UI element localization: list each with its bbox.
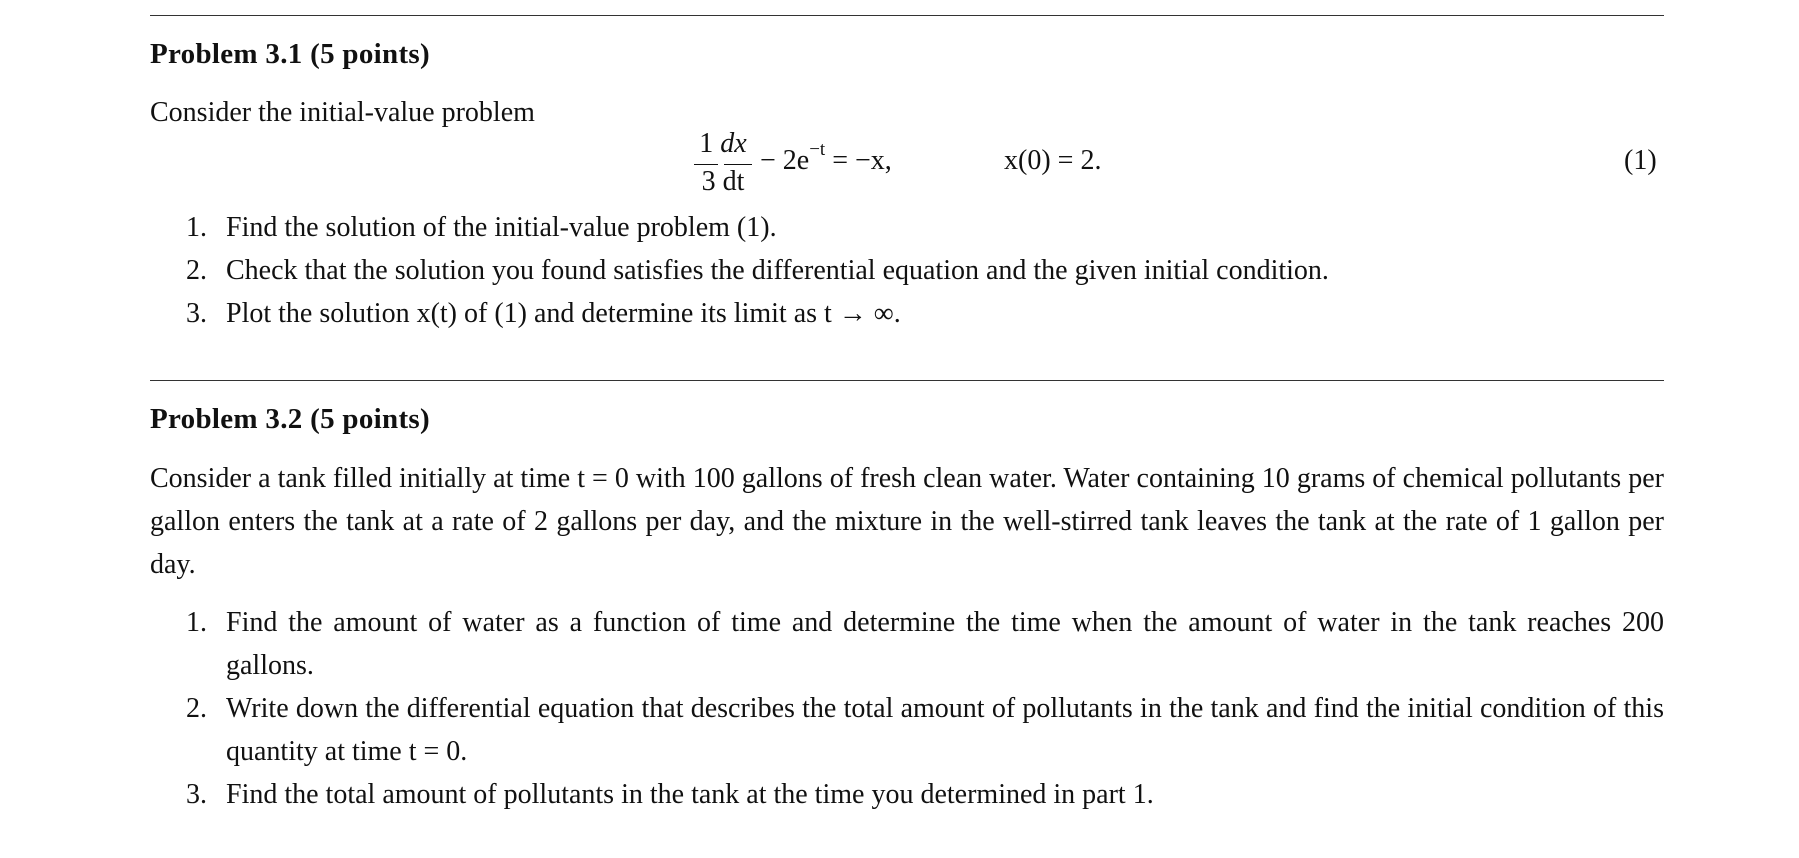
- problem-1-intro: Consider the initial-value problem: [150, 97, 535, 128]
- list-item-number: 1.: [186, 607, 207, 638]
- numerator-coefficient: 1: [699, 128, 714, 159]
- fraction-numerator: [694, 128, 752, 160]
- list-item-text: Plot the solution x(t) of (1) and determine its limit as t → ∞.: [226, 298, 901, 329]
- list-item-text: Write down the differential equation that describes the total amount of pollutants in the tank and find the initial condition of this quantity at time t = 0.: [226, 693, 1664, 767]
- denominator-coefficient: 3: [701, 166, 716, 197]
- fraction-bar-2: [724, 164, 752, 165]
- list-item: [150, 773, 1664, 816]
- fraction-denominator: [694, 166, 752, 198]
- list-item-number: 2.: [186, 693, 207, 724]
- list-item: [150, 601, 1664, 687]
- list-item-number: 1.: [186, 212, 207, 243]
- equation-equals: = −x,: [832, 145, 892, 176]
- list-item: [150, 206, 1664, 249]
- list-item: [150, 249, 1664, 292]
- list-item-text: Find the solution of the initial-value problem (1).: [226, 212, 777, 243]
- problem-2-title: Problem 3.2 (5 points): [150, 403, 430, 435]
- top-divider: [150, 15, 1664, 16]
- initial-condition: x(0) = 2.: [1004, 145, 1102, 176]
- fraction-bar: [694, 164, 718, 165]
- list-item-text: Find the total amount of pollutants in the tank at the time you determined in part 1.: [226, 779, 1154, 810]
- equation-exponent: −t: [809, 138, 826, 160]
- problem-1-task-list: [150, 206, 1664, 335]
- problem-2-paragraph: Consider a tank filled initially at time t = 0 with 100 gallons of fresh clean water. Water containing 10 grams of chemical pollutants per gallon enters the tank at a rate of 2 gallons per day, and the mixture in the well-stirred tank leaves the tank at the rate of 1 gallon per day.: [150, 463, 1664, 580]
- list-item-text: Check that the solution you found satisfies the differential equation and the given initial condition.: [226, 255, 1329, 286]
- list-item-number: 3.: [186, 298, 207, 329]
- numerator-differential: dx: [720, 128, 747, 159]
- denominator-differential: dt: [722, 166, 745, 197]
- list-item-text: Find the amount of water as a function of time and determine the time when the amount of water in the tank reaches 200 gallons.: [226, 607, 1664, 681]
- list-item-number: 3.: [186, 779, 207, 810]
- problem-1-title: Problem 3.1 (5 points): [150, 38, 430, 70]
- list-item: [150, 687, 1664, 773]
- equation-label: (1): [1624, 145, 1657, 176]
- list-item-number: 2.: [186, 255, 207, 286]
- section-divider: [150, 380, 1664, 381]
- equation-rhs: [760, 138, 892, 177]
- equation-term: − 2e: [760, 145, 810, 176]
- problem-2-task-list: [150, 601, 1664, 816]
- list-item: [150, 292, 1664, 335]
